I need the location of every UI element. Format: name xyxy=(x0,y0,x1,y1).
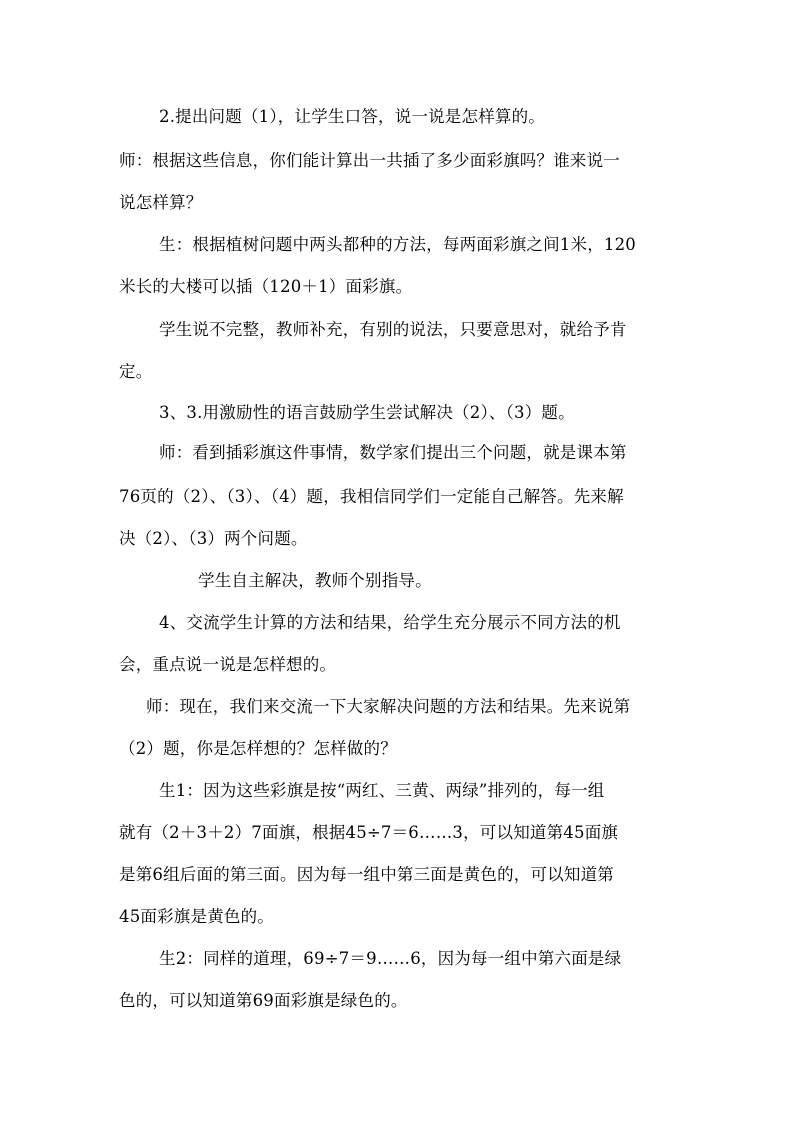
text-line: 学生说不完整，教师补充，有别的说法，只要意思对，就给予肯 xyxy=(159,320,627,339)
text-line: 2.提出问题（1），让学生口答，说一说是怎样算的。 xyxy=(159,107,545,126)
text-line: 师：看到插彩旗这件事情，数学家们提出三个问题，就是课本第 xyxy=(159,443,627,462)
text-line: （2）题，你是怎样想的？怎样做的？ xyxy=(119,739,397,758)
text-line: 就有（2＋3＋2）7面旗，根据45÷7＝6……3，可以知道第45面旗 xyxy=(119,823,619,842)
text-line: 说怎样算？ xyxy=(119,193,203,212)
text-line: 色的，可以知道第69面彩旗是绿色的。 xyxy=(119,991,408,1010)
text-line: 师：根据这些信息，你们能计算出一共插了多少面彩旗吗？谁来说一 xyxy=(119,151,620,170)
text-line: 生：根据植树问题中两头都种的方法，每两面彩旗之间1米，120 xyxy=(159,235,636,254)
text-line: 定。 xyxy=(119,362,153,381)
text-line: 4、交流学生计算的方法和结果，给学生充分展示不同方法的机 xyxy=(159,613,621,632)
text-line: 决（2）、（3）两个问题。 xyxy=(119,529,308,548)
text-line: 学生自主解决，教师个别指导。 xyxy=(198,571,432,590)
text-line: 生1：因为这些彩旗是按“两红、三黄、两绿”排列的，每一组 xyxy=(159,781,605,800)
text-line: 45面彩旗是黄色的。 xyxy=(119,907,274,926)
text-line: 是第6组后面的第三面。因为每一组中第三面是黄色的，可以知道第 xyxy=(119,865,614,884)
text-line: 3、3.用激励性的语言鼓励学生尝试解决（2）、（3）题。 xyxy=(159,403,575,422)
text-line: 师：现在，我们来交流一下大家解决问题的方法和结果。先来说第 xyxy=(146,697,631,716)
text-line: 米长的大楼可以插（120＋1）面彩旗。 xyxy=(119,277,413,296)
text-line: 76页的（2）、（3）、（4）题，我相信同学们一定能自己解答。先来解 xyxy=(119,487,624,506)
text-line: 生2：同样的道理，69÷7＝9……6，因为每一组中第六面是绿 xyxy=(159,949,622,968)
text-line: 会，重点说一说是怎样想的。 xyxy=(119,655,337,674)
